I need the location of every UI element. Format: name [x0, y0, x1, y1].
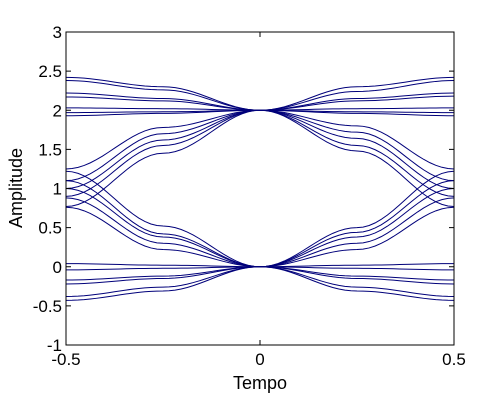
plot-area — [66, 32, 454, 345]
y-tick-label: -0.5 — [32, 296, 62, 316]
x-tick-label: 0 — [255, 350, 265, 369]
y-tick-label: 3 — [52, 23, 62, 42]
x-axis-label: Tempo — [232, 373, 288, 393]
x-tick-label: 0.5 — [442, 350, 466, 369]
y-tick-label: 0.5 — [38, 218, 62, 238]
y-tick-label: -1 — [46, 336, 62, 355]
y-axis-label: Amplitude — [6, 147, 26, 229]
y-tick-label: 2.5 — [38, 62, 62, 82]
x-tick-label: -0.5 — [51, 350, 81, 369]
y-tick-label: 1 — [52, 179, 62, 199]
y-tick-label: 1.5 — [38, 140, 62, 160]
y-tick-label: 2 — [52, 101, 62, 121]
y-tick-label: 0 — [52, 257, 62, 277]
